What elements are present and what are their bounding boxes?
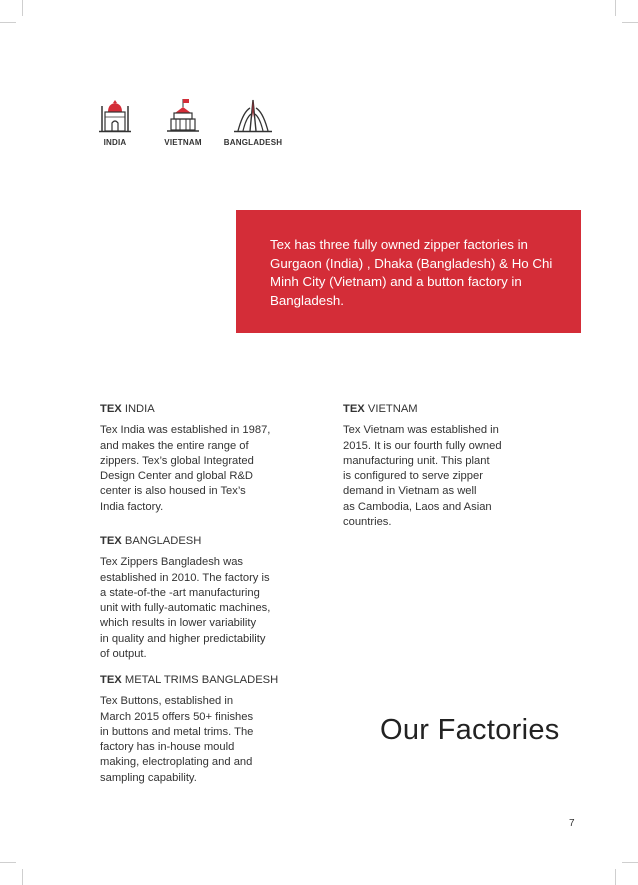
crop-mark (22, 869, 23, 885)
section-tex-india (100, 402, 300, 515)
section-heading (100, 673, 305, 688)
body-line: demand in Vietnam as well (343, 485, 477, 498)
body-line: in buttons and metal trims. The (100, 725, 254, 738)
country-label-bangladesh: BANGLADESH (223, 138, 283, 147)
body-line: is configured to serve zipper (343, 470, 483, 483)
body-line: March 2015 offers 50+ finishes (100, 710, 254, 723)
body-line: a state-of-the -art manufacturing (100, 586, 260, 599)
vietnam-monument-icon (166, 98, 200, 134)
body-line: Tex Buttons, established in (100, 695, 234, 708)
body-line: countries. (343, 516, 392, 529)
body-line: center is also housed in Tex’s (100, 485, 246, 498)
body-line: 2015. It is our fourth fully owned (343, 439, 502, 452)
brand-label: TEX (100, 674, 122, 686)
crop-mark (0, 22, 16, 23)
body-line: factory has in-house mould (100, 741, 235, 754)
bangladesh-monument-icon (233, 98, 273, 134)
body-line: as Cambodia, Laos and Asian (343, 500, 492, 513)
section-body (343, 423, 543, 530)
page-number: 7 (569, 818, 575, 829)
crop-mark (22, 0, 23, 16)
taj-mahal-icon (98, 98, 132, 134)
section-tex-vietnam (343, 402, 543, 530)
body-line: making, electroplating and and (100, 756, 253, 769)
brand-label: TEX (100, 535, 122, 547)
heading-text: INDIA (121, 403, 155, 415)
section-tex-bangladesh (100, 534, 305, 662)
body-line: Tex Zippers Bangladesh was (100, 556, 244, 569)
heading-text: BANGLADESH (121, 535, 202, 547)
body-line: Tex India was established in 1987, (100, 424, 271, 437)
section-heading (343, 402, 543, 417)
section-body (100, 555, 305, 662)
body-line: Design Center and global R&D (100, 470, 253, 483)
page-title: Our Factories (380, 714, 560, 746)
section-body (100, 423, 300, 515)
section-heading (100, 402, 300, 417)
crop-mark (0, 862, 16, 863)
body-line: India factory. (100, 500, 164, 513)
country-vietnam (150, 98, 216, 147)
crop-mark (622, 22, 638, 23)
country-bangladesh (220, 98, 286, 147)
section-heading (100, 534, 305, 549)
body-line: and makes the entire range of (100, 439, 249, 452)
crop-mark (615, 869, 616, 885)
crop-mark (622, 862, 638, 863)
country-label-india: INDIA (103, 138, 127, 147)
heading-text: VIETNAM (364, 403, 418, 415)
section-body (100, 694, 305, 786)
country-label-vietnam: VIETNAM (164, 138, 202, 147)
body-line: unit with fully-automatic machines, (100, 602, 271, 615)
crop-mark (615, 0, 616, 16)
body-line: established in 2010. The factory is (100, 571, 270, 584)
country-icons (88, 98, 298, 158)
intro-text: Tex has three fully owned zipper factories in Gurgaon (India) , Dhaka (Bangladesh) & Ho Chi Minh City (Vietnam) and a button factory in Bangladesh. (270, 237, 553, 308)
body-line: zippers. Tex’s global Integrated (100, 454, 254, 467)
heading-text: METAL TRIMS BANGLADESH (121, 674, 279, 686)
brand-label: TEX (343, 403, 365, 415)
body-line: of output. (100, 648, 147, 661)
brand-label: TEX (100, 403, 122, 415)
intro-banner (236, 210, 581, 333)
body-line: in quality and higher predictability (100, 632, 266, 645)
body-line: which results in lower variability (100, 617, 257, 630)
body-line: sampling capability. (100, 771, 197, 784)
body-line: Tex Vietnam was established in (343, 424, 499, 437)
section-tex-metal-trims (100, 673, 305, 786)
country-india (82, 98, 148, 147)
body-line: manufacturing unit. This plant (343, 454, 490, 467)
